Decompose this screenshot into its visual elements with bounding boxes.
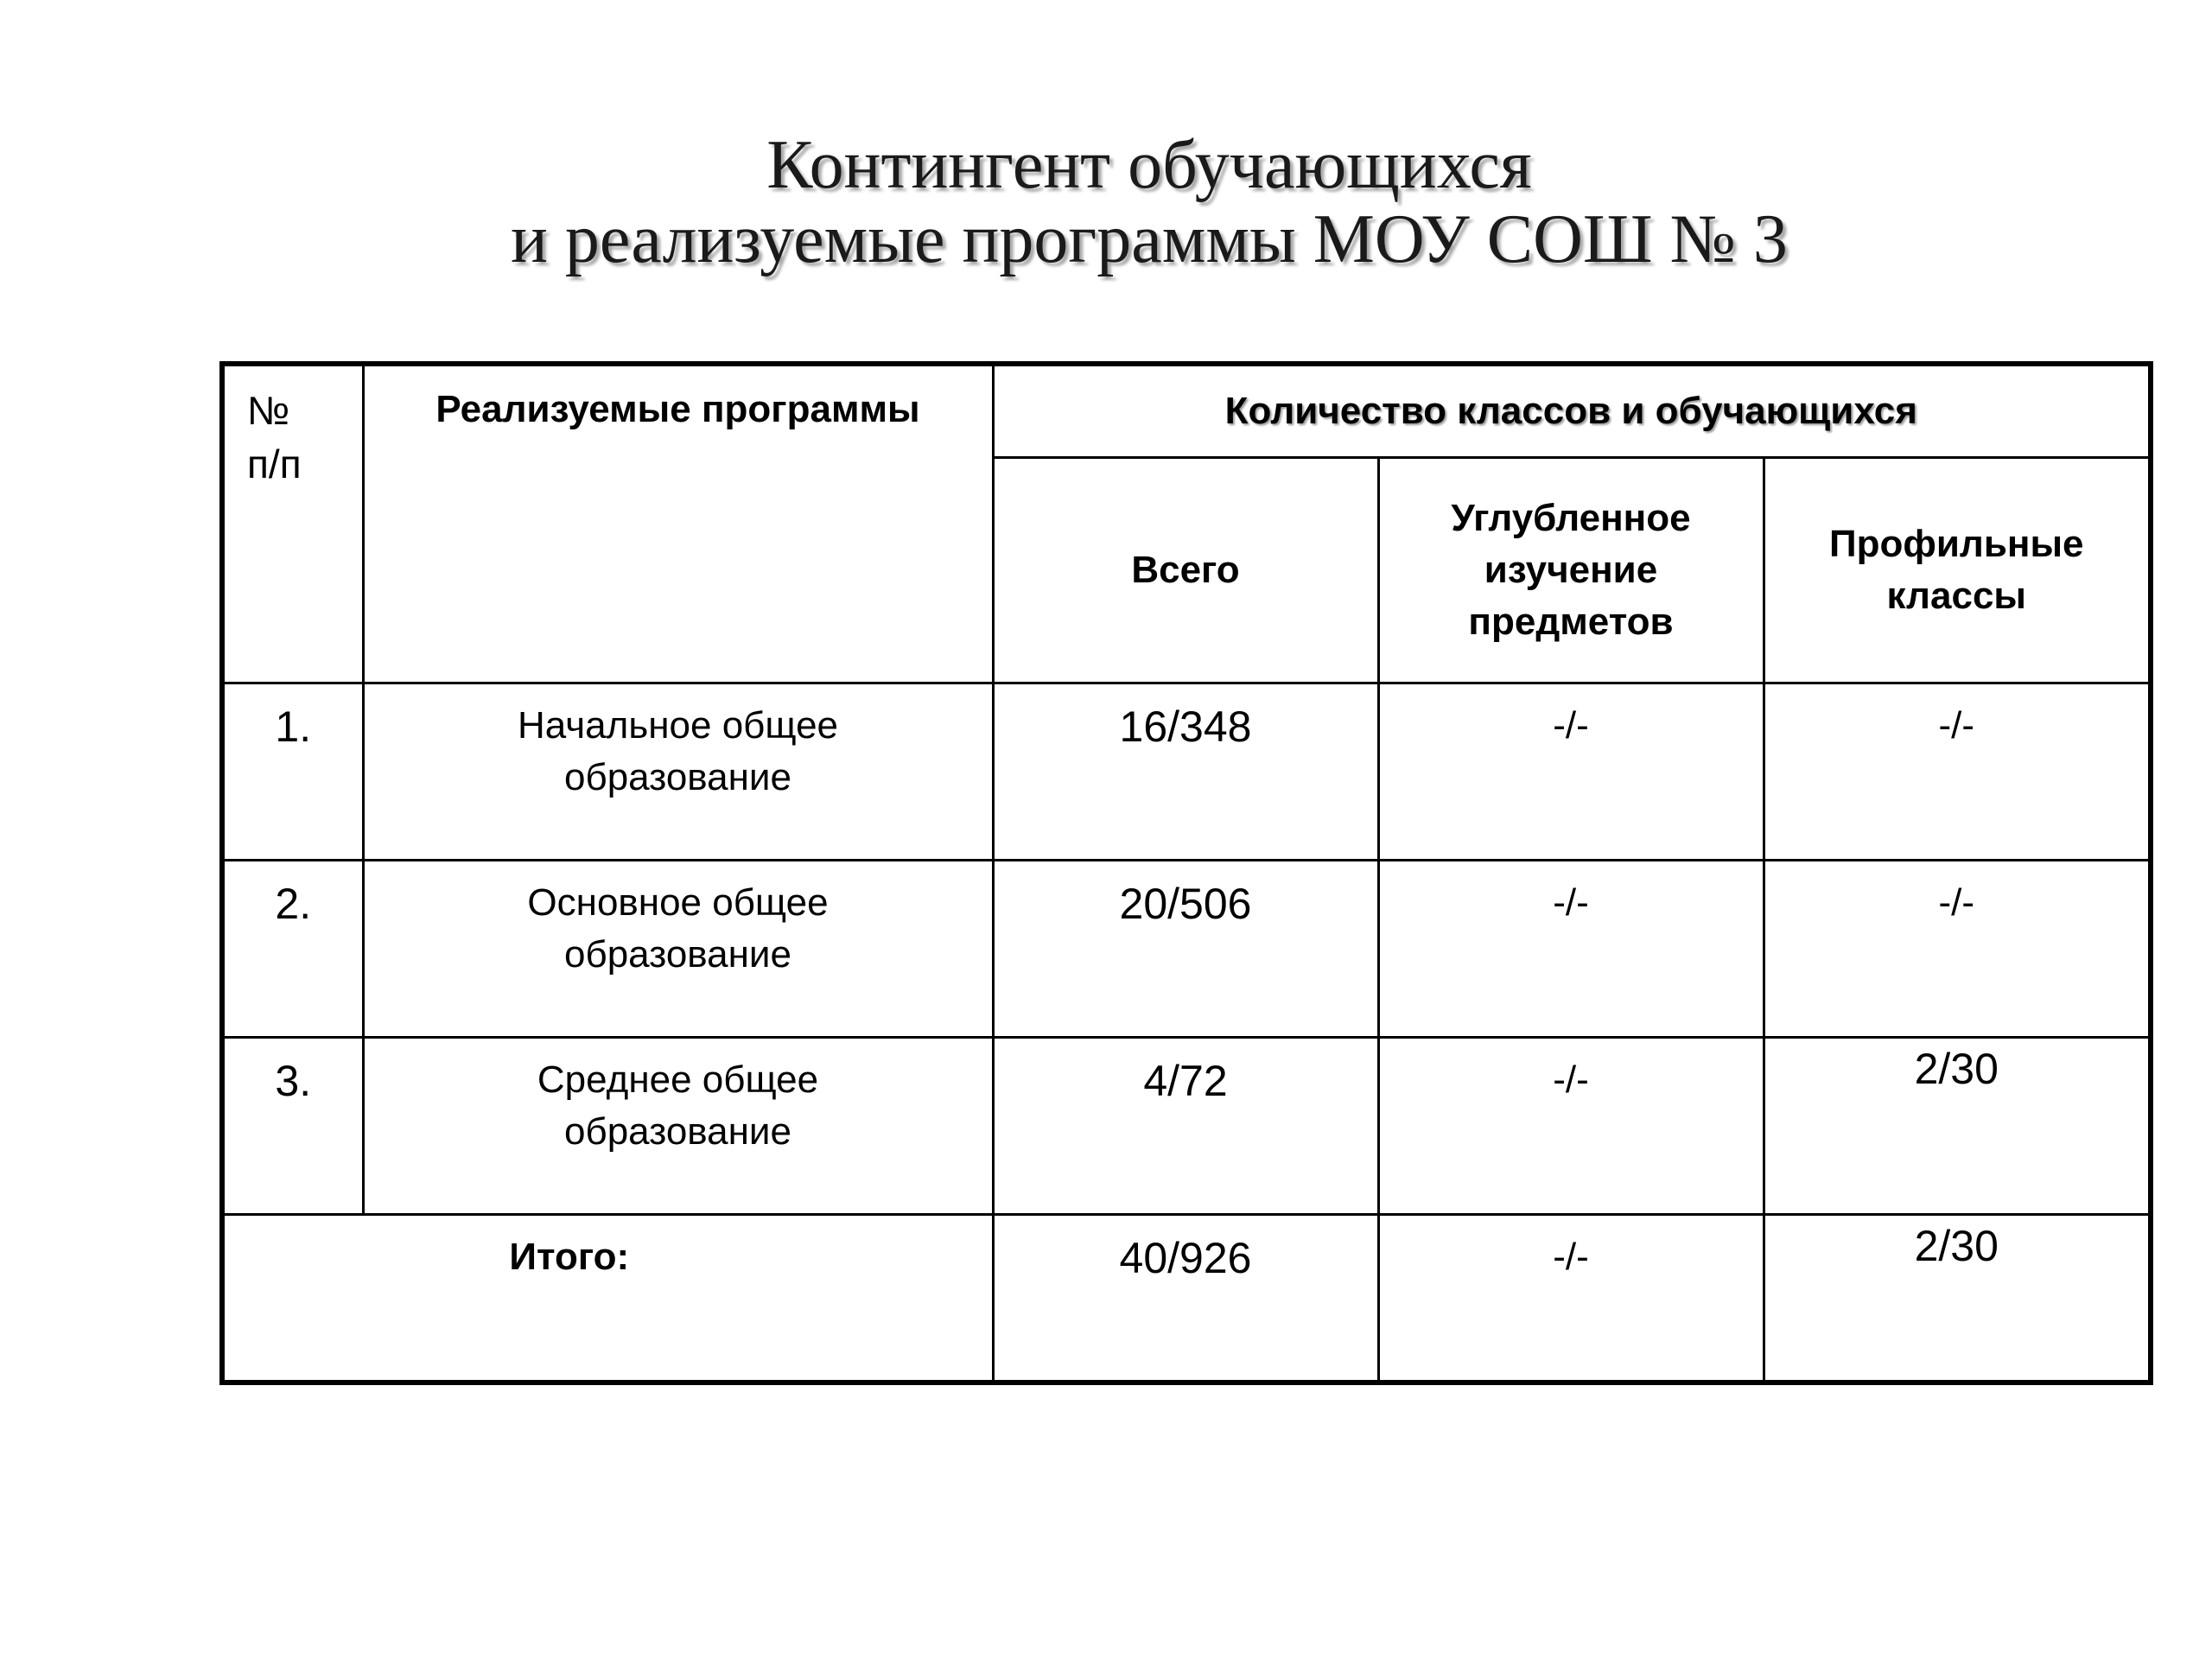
row-total: 16/348 xyxy=(993,683,1378,861)
header-profile-line-1: Профильные xyxy=(1828,523,2084,565)
row-total: 20/506 xyxy=(993,861,1378,1038)
header-num-abbrev: п/п xyxy=(247,442,302,486)
header-advanced-line-2: изучение xyxy=(1484,549,1658,591)
row-total: 4/72 xyxy=(993,1038,1378,1215)
summary-row xyxy=(222,1215,2151,1383)
header-advanced xyxy=(1378,458,1764,683)
header-count-group: Количество классов и обучающихся xyxy=(993,364,2151,458)
summary-total: 40/926 xyxy=(993,1215,1378,1383)
row-advanced: -/- xyxy=(1378,1038,1764,1215)
row-num: 3. xyxy=(222,1038,363,1215)
header-advanced-line-3: предметов xyxy=(1468,601,1674,643)
row-program-line-1: Начальное общее xyxy=(517,704,839,747)
row-program xyxy=(363,861,993,1038)
header-num xyxy=(222,364,363,683)
summary-profile: 2/30 xyxy=(1764,1215,2151,1383)
row-num: 2. xyxy=(222,861,363,1038)
row-num: 1. xyxy=(222,683,363,861)
contingent-table xyxy=(219,361,2153,1385)
page-title-line-1: Контингент обучающихся xyxy=(766,127,1532,203)
row-program xyxy=(363,1038,993,1215)
row-profile: -/- xyxy=(1764,861,2151,1038)
page-title-line-2: и реализуемые программы МОУ СОШ № 3 xyxy=(511,201,1788,277)
header-advanced-line-1: Углубленное xyxy=(1451,497,1691,539)
header-row-1 xyxy=(222,364,2151,458)
summary-label: Итого: xyxy=(222,1215,993,1383)
row-program-line-2: образование xyxy=(564,756,791,798)
header-profile xyxy=(1764,458,2151,683)
table-row xyxy=(222,861,2151,1038)
summary-advanced: -/- xyxy=(1378,1215,1764,1383)
row-program xyxy=(363,683,993,861)
header-profile-line-2: классы xyxy=(1886,575,2026,617)
header-total: Всего xyxy=(993,458,1378,683)
row-program-line-1: Среднее общее xyxy=(537,1058,819,1101)
row-program-line-2: образование xyxy=(564,933,791,976)
row-profile: -/- xyxy=(1764,683,2151,861)
row-profile: 2/30 xyxy=(1764,1038,2151,1215)
row-advanced: -/- xyxy=(1378,683,1764,861)
row-program-line-2: образование xyxy=(564,1110,791,1153)
row-advanced: -/- xyxy=(1378,861,1764,1038)
table-row xyxy=(222,1038,2151,1215)
table-row xyxy=(222,683,2151,861)
row-program-line-1: Основное общее xyxy=(527,881,829,924)
page-title xyxy=(0,128,2212,276)
header-programs: Реализуемые программы xyxy=(363,364,993,683)
header-num-symbol: № xyxy=(247,388,290,433)
